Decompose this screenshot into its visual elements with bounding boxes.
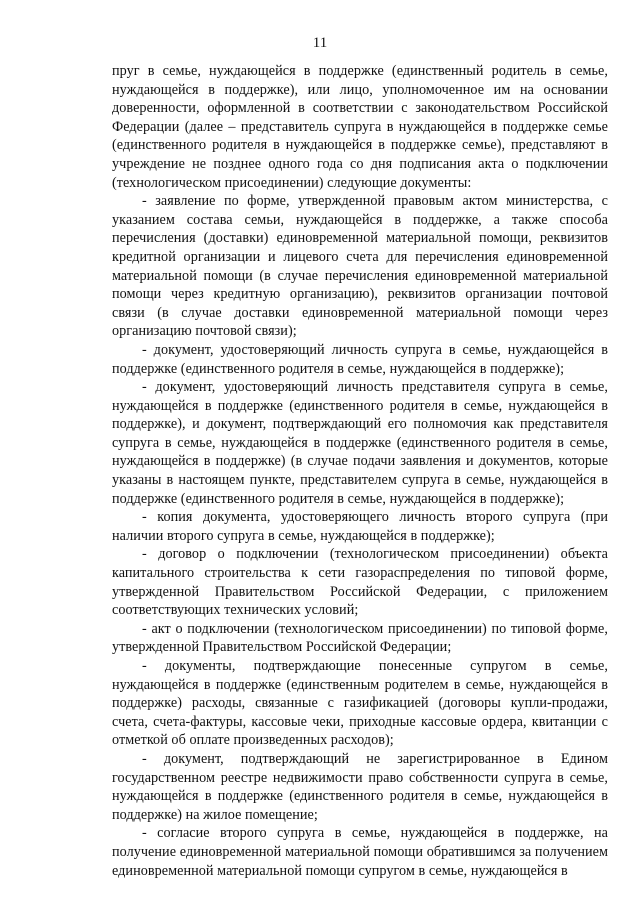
paragraph-second-spouse-identity-copy: - копия документа, удостоверяющего личность второго супруга (при наличии второго супруга в семье, нуждающейся в поддержке);	[112, 509, 608, 544]
paragraph-connection-act: - акт о подключении (технологическом присоединении) по типовой форме, утвержденной Правительством Российской Федерации;	[112, 620, 608, 656]
paragraph-intro: пруг в семье, нуждающейся в поддержке (единственный родитель в семье, нуждающейся в поддержке), или лицо, уполномоченное им на основании доверенности, оформленной в соответствии с законодательством Российской Федерации (далее – представитель супруга в нуждающейся в поддержке семье (единственного родителя в нуждающейся в поддержке семье), представляют в учреждение не позднее одного года со дня подписания акта о подключении (технологическом присоединении) следующие документы:	[112, 63, 608, 191]
paragraph-ownership-document: - документ, подтверждающий не зарегистрированное в Едином государственном реестре недвижимости право собственности супруга в семье, нуждающейся в поддержке (единственного родителя в семье, нуждающейся в поддержке) на жилое помещение;	[112, 750, 608, 823]
paragraph-expense-documents: - документы, подтверждающие понесенные супругом в семье, нуждающейся в поддержке (единственным родителем в семье, нуждающейся в поддержке) расходы, связанные с газификацией (договоры купли-продажи, счета, счета-фактуры, кассовые чеки, приходные кассовые ордера, квитанции с отметкой об оплате произведенных расходов);	[112, 658, 608, 749]
page-number: 11	[312, 35, 328, 51]
document-body	[112, 62, 608, 880]
paragraph-second-spouse-consent: - согласие второго супруга в семье, нуждающейся в поддержке, на получение единовременной материальной помощи обратившимся за получением единовременной материальной помощи супругом в семье, нуждающейся в	[112, 825, 608, 879]
paragraph-representative-identity-document: - документ, удостоверяющий личность представителя супруга в семье, нуждающейся в поддержке (единственного родителя в семье, нуждающейся в поддержке), и документ, подтверждающий его полномочия как представителя супруга в семье, нуждающейся в поддержке (единственного родителя в семье, нуждающейся в поддержке) (в случае подачи заявления и документов, которые указаны в настоящем пункте, представителем супруга в семье, нуждающейся в поддержке (единственного родителя в семье, нуждающейся в поддержке);	[112, 379, 608, 507]
paragraph-spouse-identity-document: - документ, удостоверяющий личность супруга в семье, нуждающейся в поддержке (единственного родителя в семье, нуждающейся в поддержке);	[112, 341, 608, 377]
paragraph-connection-contract: - договор о подключении (технологическом присоединении) объекта капитального строительства к сети газораспределения по типовой форме, утвержденной Правительством Российской Федерации, с приложением соответствующих технических условий;	[112, 546, 608, 619]
paragraph-application-form: - заявление по форме, утвержденной правовым актом министерства, с указанием состава семьи, нуждающейся в поддержке, а также способа перечисления (доставки) единовременной материальной помощи, реквизитов кредитной организации и лицевого счета для перечисления единовременной материальной помощи (в случае перечисления единовременной материальной помощи через кредитную организацию), реквизитов организации почтовой связи (в случае доставки единовременной материальной помощи через организацию почтовой связи);	[112, 193, 608, 340]
